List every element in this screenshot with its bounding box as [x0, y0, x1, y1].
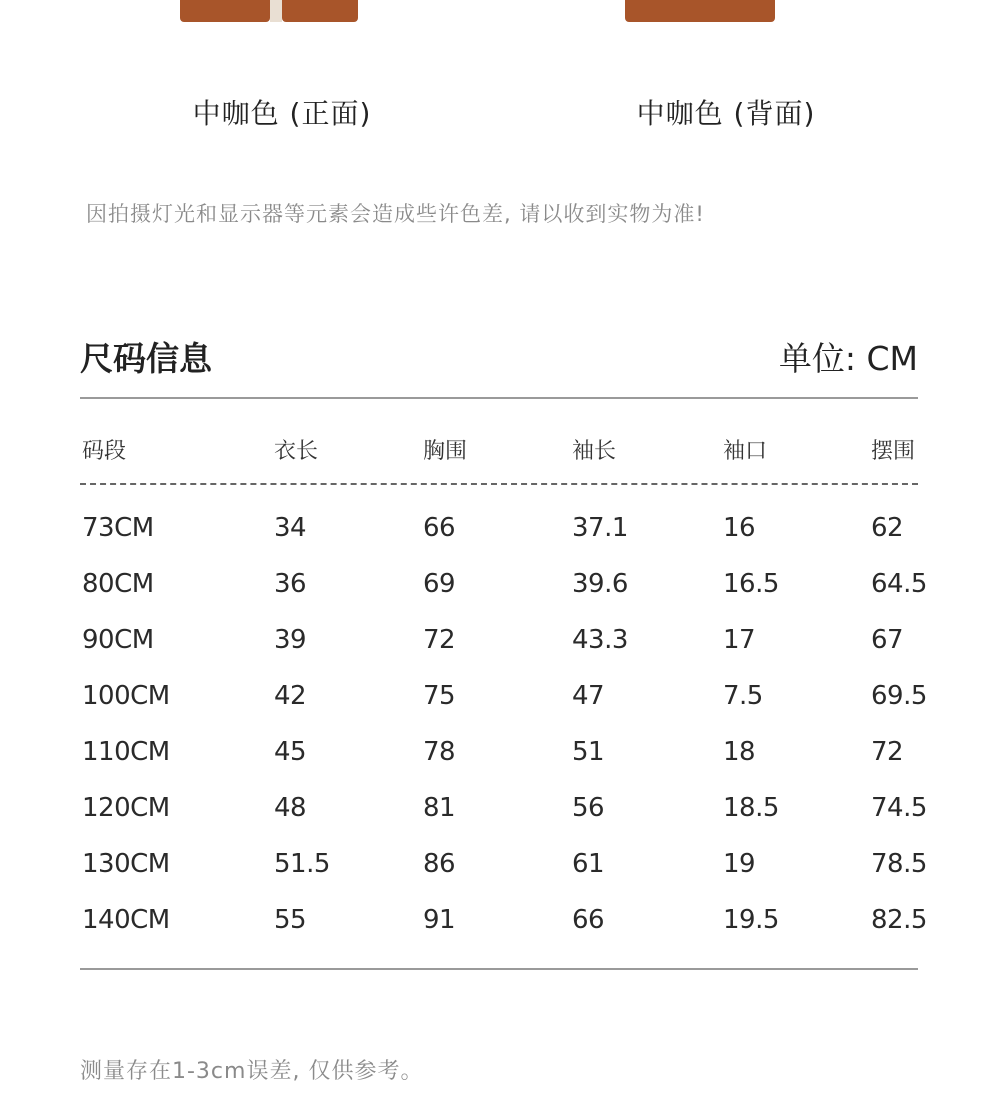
measurement-cell: 19.5 [723, 905, 779, 935]
measurement-cell: 43.3 [572, 625, 628, 655]
measurement-cell: 51.5 [274, 849, 330, 879]
measurement-cell: 75 [423, 681, 456, 711]
measurement-cell: 16.5 [723, 569, 779, 599]
measurement-cell: 86 [423, 849, 456, 879]
measurement-cell: 34 [274, 513, 307, 543]
measurement-cell: 39 [274, 625, 307, 655]
color-disclaimer: 因拍摄灯光和显示器等元素会造成些许色差, 请以收到实物为准! [86, 202, 705, 226]
front-caption: 中咖色 (正面) [192, 97, 372, 130]
measurement-cell: 91 [423, 905, 456, 935]
measurement-cell: 37.1 [572, 513, 628, 543]
measurement-cell: 69.5 [871, 681, 927, 711]
column-header: 袖长 [572, 439, 617, 464]
size-cell: 110CM [82, 737, 170, 767]
measurement-cell: 17 [723, 625, 756, 655]
size-cell: 90CM [82, 625, 154, 655]
measurement-cell: 19 [723, 849, 756, 879]
measurement-cell: 64.5 [871, 569, 927, 599]
size-cell: 80CM [82, 569, 154, 599]
column-header: 袖口 [723, 439, 768, 464]
back-caption: 中咖色 (背面) [636, 97, 816, 130]
measurement-cell: 39.6 [572, 569, 628, 599]
measurement-cell: 45 [274, 737, 307, 767]
size-cell: 130CM [82, 849, 170, 879]
unit-label: 单位: CM [778, 339, 918, 378]
product-image-back [600, 0, 860, 22]
measurement-cell: 69 [423, 569, 456, 599]
column-header: 胸围 [423, 439, 468, 464]
measurement-cell: 78.5 [871, 849, 927, 879]
measurement-cell: 72 [871, 737, 904, 767]
column-header: 衣长 [274, 439, 319, 464]
size-cell: 120CM [82, 793, 170, 823]
measurement-cell: 66 [572, 905, 605, 935]
column-header: 摆围 [871, 439, 916, 464]
measurement-cell: 16 [723, 513, 756, 543]
measurement-cell: 36 [274, 569, 307, 599]
measurement-cell: 81 [423, 793, 456, 823]
measurement-cell: 55 [274, 905, 307, 935]
measurement-cell: 7.5 [723, 681, 763, 711]
product-image-front [150, 0, 410, 22]
measurement-cell: 18 [723, 737, 756, 767]
measurement-cell: 51 [572, 737, 605, 767]
size-cell: 100CM [82, 681, 170, 711]
measurement-disclaimer: 测量存在1-3cm误差, 仅供参考。 [80, 1059, 424, 1084]
size-cell: 140CM [82, 905, 170, 935]
divider [80, 968, 918, 970]
column-header: 码段 [82, 439, 127, 464]
size-info-title: 尺码信息 [80, 339, 212, 378]
measurement-cell: 66 [423, 513, 456, 543]
measurement-cell: 78 [423, 737, 456, 767]
measurement-cell: 56 [572, 793, 605, 823]
measurement-cell: 18.5 [723, 793, 779, 823]
measurement-cell: 47 [572, 681, 605, 711]
measurement-cell: 62 [871, 513, 904, 543]
measurement-cell: 74.5 [871, 793, 927, 823]
size-cell: 73CM [82, 513, 154, 543]
measurement-cell: 72 [423, 625, 456, 655]
measurement-cell: 82.5 [871, 905, 927, 935]
measurement-cell: 48 [274, 793, 307, 823]
measurement-cell: 42 [274, 681, 307, 711]
measurement-cell: 61 [572, 849, 605, 879]
dashed-divider [80, 483, 918, 485]
divider [80, 397, 918, 399]
measurement-cell: 67 [871, 625, 904, 655]
